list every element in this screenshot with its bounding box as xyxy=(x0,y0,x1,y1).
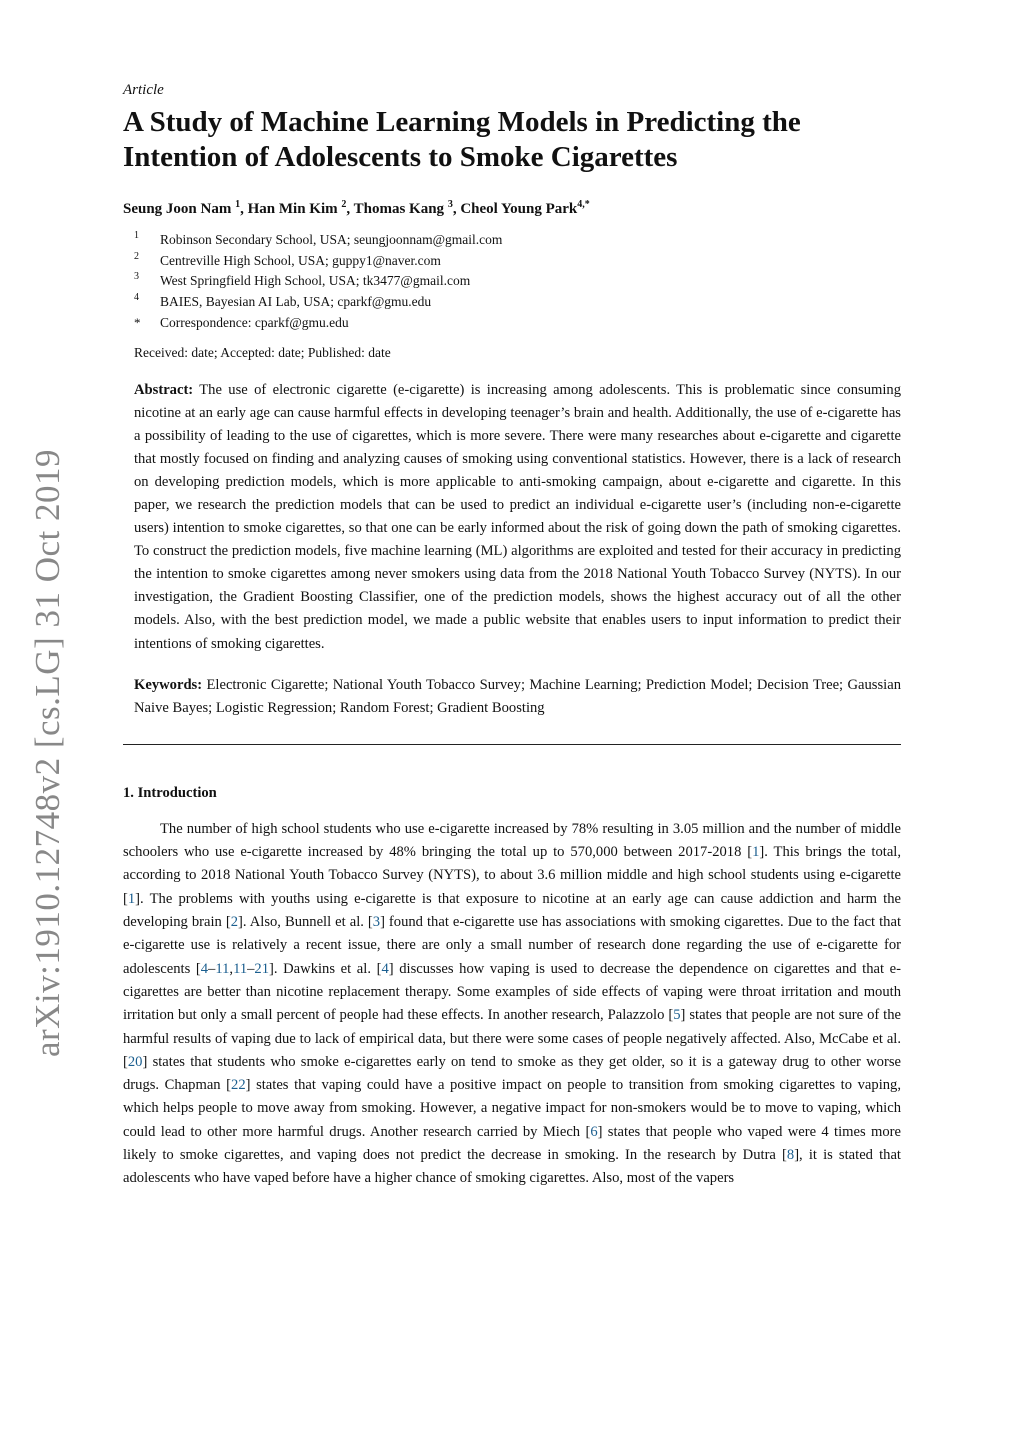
affiliation: 2 Centreville High School, USA; guppy1@naver.com xyxy=(134,250,441,268)
citation-link[interactable]: 20 xyxy=(127,1053,143,1070)
author-list xyxy=(123,199,901,218)
paragraph-text: – xyxy=(247,960,255,977)
affiliation: 4 BAIES, Bayesian AI Lab, USA; cparkf@gmu.edu xyxy=(134,292,432,310)
affiliation: 3 West Springfield High School, USA; tk3477@gmail.com xyxy=(134,271,471,289)
paragraph-text: – xyxy=(208,960,216,977)
citation-link[interactable]: 8 xyxy=(786,1146,795,1163)
author: Cheol Young Park$^{4,*}$ xyxy=(460,199,590,217)
arxiv-sidebar xyxy=(8,448,88,1058)
paragraph-text: ] states that people are not sure of the harmful results of vaping due to lack of empirical data, but there were some cases of people negatively affected. Also, McCabe et al. [ xyxy=(123,1007,902,1070)
keywords-label: Keywords: xyxy=(134,676,203,693)
citation-link[interactable]: 21 xyxy=(254,960,270,977)
paragraph-text: ]. Also, Bunnell et al. [ xyxy=(238,914,373,931)
affiliation: 1 Robinson Secondary School, USA; seungjoonnam@gmail.com xyxy=(134,230,503,247)
abstract-text: The use of electronic cigarette (e-cigarette) is increasing among adolescents. This is problematic since consuming nicotine at an early age can cause harmful effects in developing teenager’s brain and health. Additionally, the use of e-cigarette has a possibility of leading to the use of cigarettes, which is more severe. There were many researches about e-cigarette and cigarette that mostly focused on finding and analyzing causes of smoking using conventional statistics. However, there is a lack of research on developing prediction models, which is more applicable to anti-smoking campaign, about e-cigarette and cigarette. In this paper, we research the prediction models that can be used to predict an individual e-cigarette user’s (including non-e-cigarette users) intention to smoke cigarettes, so that one can be early informed about the risk of going down the path of smoking cigarettes. To construct the prediction models, five machine learning (ML) algorithms are exploited and tested for their accuracy in predicting the intention to smoke cigarettes among never smokers using data from the 2018 National Youth Tobacco Survey (NYTS). In our investigation, the Gradient Boosting Classifier, one of the prediction models, shows the highest accuracy out of all the other models. Also, with the best prediction model, we made a public website that enables users to input information to predict their intentions of smoking cigarettes. xyxy=(134,381,901,652)
citation-link[interactable]: 1 xyxy=(127,890,136,907)
author: Thomas Kang $^3$, xyxy=(353,199,461,217)
paper-title: A Study of Machine Learning Models in Predicting the Intention of Adolescents to Smoke Cigarettes xyxy=(123,106,801,173)
publication-dates: Received: date; Accepted: date; Published: date xyxy=(134,344,391,360)
paragraph-text: ]. The problems with youths using e-cigarette is that exposure to nicotine at an early age can cause addiction and harm the developing brain [ xyxy=(123,890,901,931)
paragraph-text: ] states that vaping could have a positive impact on people to transition from smoking cigarettes to vaping, which helps people to move away from smoking. However, a negative impact for non-smokers would be to move to vaping, which could lead to other more harmful drugs. Another research carried by Miech [ xyxy=(123,1077,901,1140)
citation-link[interactable]: 3 xyxy=(372,914,381,931)
introduction-paragraph xyxy=(123,818,901,1191)
paragraph-text: , xyxy=(229,960,234,977)
paragraph-text: The number of high school students who use e-cigarette increased by 78% resulting in 3.05 million and the number of middle schoolers who use e-cigarette increased by 48% bringing the total up to 570,000 between 2017-2018 [ xyxy=(123,820,901,861)
paragraph-text: ] states that students who smoke e-cigarettes early on tend to smoke as they get older, so it is a gateway drug to other worse drugs. Chapman [ xyxy=(123,1053,901,1094)
citation-link[interactable]: 22 xyxy=(231,1077,246,1094)
correspondence: * Correspondence: cparkf@gmu.edu xyxy=(134,314,349,330)
paragraph-text: ] states that people who vaped were 4 times more likely to smoke cigarettes, and vaping does not predict the decrease in smoking. In the research by Dutra [ xyxy=(123,1123,901,1163)
arxiv-identifier: arXiv:1910.12748v2 [cs.LG] 31 Oct 2019 xyxy=(28,448,67,1058)
article-type-label: Article xyxy=(123,82,164,98)
citation-link[interactable]: 2 xyxy=(230,914,239,931)
author: Seung Joon Nam $^1$, xyxy=(123,199,248,217)
paragraph-text: ]. This brings the total, according to 2018 National Youth Tobacco Survey (NYTS), to about 3.6 million middle and high school students using e-cigarette [ xyxy=(123,844,902,907)
section-heading: 1. Introduction xyxy=(123,784,217,801)
paragraph-text: ], it is stated that adolescents who have vaped before have a higher chance of smoking cigarettes. Also, most of the vapers xyxy=(123,1146,901,1187)
section-divider xyxy=(123,744,901,745)
paper-page xyxy=(123,82,901,1191)
abstract xyxy=(134,379,901,656)
citation-link[interactable]: 4 xyxy=(381,960,389,977)
citation-link[interactable]: 6 xyxy=(590,1123,598,1140)
citation-link[interactable]: 11 xyxy=(215,960,230,977)
affiliation-list xyxy=(134,230,901,334)
keywords-text: Electronic Cigarette; National Youth Tobacco Survey; Machine Learning; Prediction Model; Decision Tree; Gaussian Naive Bayes; Logistic Regression; Random Forest; Gradient Boosting xyxy=(134,676,901,716)
citation-link[interactable]: 11 xyxy=(233,960,248,977)
citation-link[interactable]: 4 xyxy=(200,960,209,977)
abstract-label: Abstract: xyxy=(134,381,194,398)
author: Han Min Kim $^2$, xyxy=(247,199,354,217)
citation-link[interactable]: 1 xyxy=(752,844,760,861)
paragraph-text: ]. Dawkins et al. [ xyxy=(269,960,382,977)
keywords xyxy=(134,674,901,720)
paragraph-text: ] discusses how vaping is used to decrease the dependence on cigarettes and that e-cigarettes are better than nicotine replacement therapy. Some examples of side effects of vaping were throat irritation and mouth irritation but only a small percent of people had these effects. In another research, Palazzolo [ xyxy=(123,960,901,1024)
paragraph-text: ] found that e-cigarette use has associations with smoking cigarettes. Due to the fact that e-cigarette use is relatively a recent issue, there are only a small number of research done regarding the use of e-cigarette for adolescents [ xyxy=(123,914,901,977)
citation-link[interactable]: 5 xyxy=(673,1007,681,1024)
